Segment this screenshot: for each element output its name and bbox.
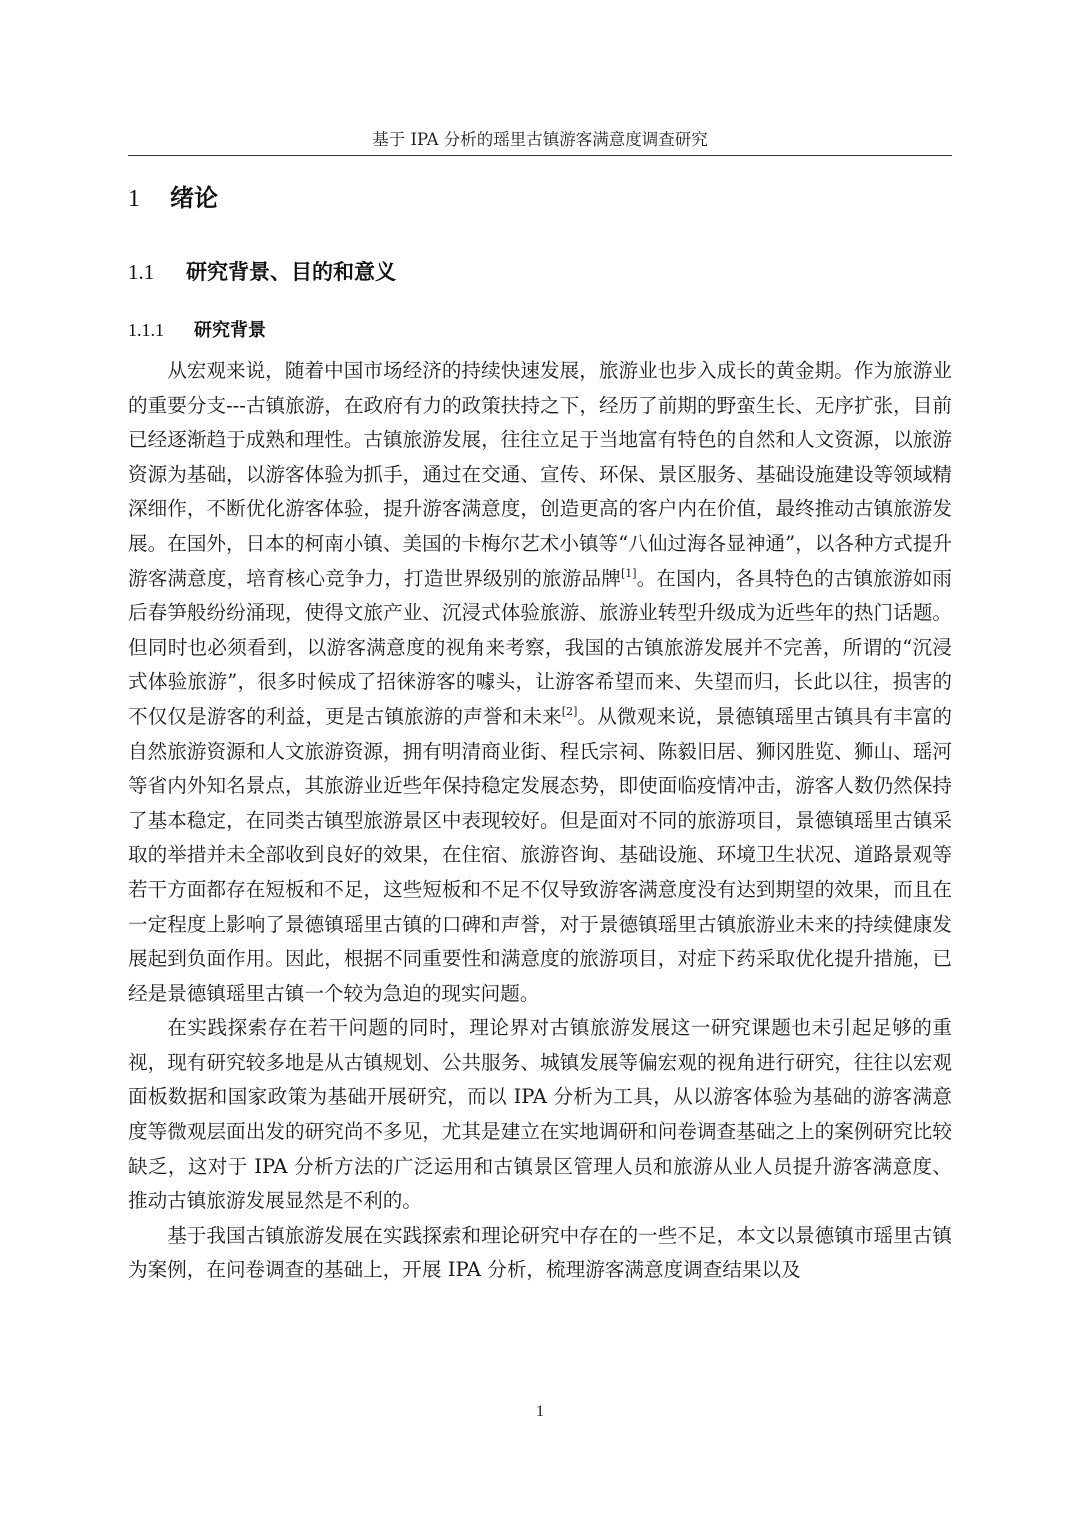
subsection-number: 1.1.1 — [128, 320, 164, 340]
paragraph-1-part-c: 。从微观来说，景德镇瑶里古镇具有丰富的自然旅游资源和人文旅游资源，拥有明清商业街、程氏宗祠、陈毅旧居、狮冈胜览、狮山、瑶河等省内外知名景点，其旅游业近些年保持稳定发展态势，即使面临疫情冲击，游客人数仍然保持了基本稳定，在同类古镇型旅游景区中表现较好。但是面对不同的旅游项目，景德镇瑶里古镇采取的举措并未全部收到良好的效果，在住宿、旅游咨询、基础设施、环境卫生状况、道路景观等若干方面都存在短板和不足，这些短板和不足不仅导致游客满意度没有达到期望的效果，而且在一定程度上影响了景德镇瑶里古镇的口碑和声誉，对于景德镇瑶里古镇旅游业未来的持续健康发展起到负面作用。因此，根据不同重要性和满意度的旅游项目，对症下药采取优化提升措施，已经是景德镇瑶里古镇一个较为急迫的现实问题。 — [128, 704, 953, 1005]
subsection-title: 研究背景 — [194, 320, 266, 341]
paragraph-2: 在实践探索存在若干问题的同时，理论界对古镇旅游发展这一研究课题也未引起足够的重视，现有研究较多地是从古镇规划、公共服务、城镇发展等偏宏观的视角进行研究，往往以宏观面板数据和国家政策为基础开展研究，而以 IPA 分析为工具，从以游客体验为基础的游客满意度等微观层面出发的研究尚不多见，尤其是建立在实地调研和问卷调查基础之上的案例研究比较缺乏，这对于 IPA 分析方法的广泛运用和古镇景区管理人员和旅游从业人员提升游客满意度、推动古镇旅游发展显然是不利的。 — [128, 1016, 952, 1213]
citation-2: [2] — [561, 704, 578, 718]
header-rule — [128, 155, 952, 156]
page-number: 1 — [536, 1403, 544, 1420]
section-heading — [128, 254, 396, 290]
chapter-number: 1 — [128, 186, 140, 212]
paragraph-3: 基于我国古镇旅游发展在实践探索和理论研究中存在的一些不足，本文以景德镇市瑶里古镇为案例，在问卷调查的基础上，开展 IPA 分析，梳理游客满意度调查结果以及 — [128, 1223, 952, 1282]
chapter-title: 绪论 — [170, 184, 218, 212]
paragraph-1-part-a: 从宏观来说，随着中国市场经济的持续快速发展，旅游业也步入成长的黄金期。作为旅游业的重要分支---古镇旅游，在政府有力的政策扶持之下，经历了前期的野蛮生长、无序扩张，目前已经逐渐趋于成熟和理性。古镇旅游发展，往往立足于当地富有特色的自然和人文资源，以旅游资源为基础，以游客体验为抓手，通过在交通、宣传、环保、景区服务、基础设施建设等领域精深细作，不断优化游客体验，提升游客满意度，创造更高的客户内在价值，最终推动古镇旅游发展。在国外，日本的柯南小镇、美国的卡梅尔艺术小镇等“八仙过海各显神通”，以各种方式提升游客满意度，培育核心竞争力，打造世界级别的旅游品牌 — [128, 359, 952, 590]
paragraph-1 — [128, 354, 952, 1011]
chapter-heading — [128, 178, 218, 219]
running-header: 基于 IPA 分析的瑶里古镇游客满意度调查研究 — [372, 130, 708, 149]
body-text — [128, 354, 952, 1288]
citation-1: [1] — [620, 566, 637, 580]
subsection-heading — [128, 316, 266, 345]
section-number: 1.1 — [128, 260, 155, 284]
section-title: 研究背景、目的和意义 — [186, 260, 396, 284]
paragraph-1-part-b: 。在国内，各具特色的古镇旅游如雨后春笋般纷纷涌现，使得文旅产业、沉浸式体验旅游、旅游业转型升级成为近些年的热门话题。但同时也必须看到，以游客满意度的视角来考察，我国的古镇旅游发展并不完善，所谓的“沉浸式体验旅游”，很多时候成了招徕游客的噱头，让游客希望而来、失望而归，长此以往，损害的不仅仅是游客的利益，更是古镇旅游的声誉和未来 — [128, 566, 953, 728]
